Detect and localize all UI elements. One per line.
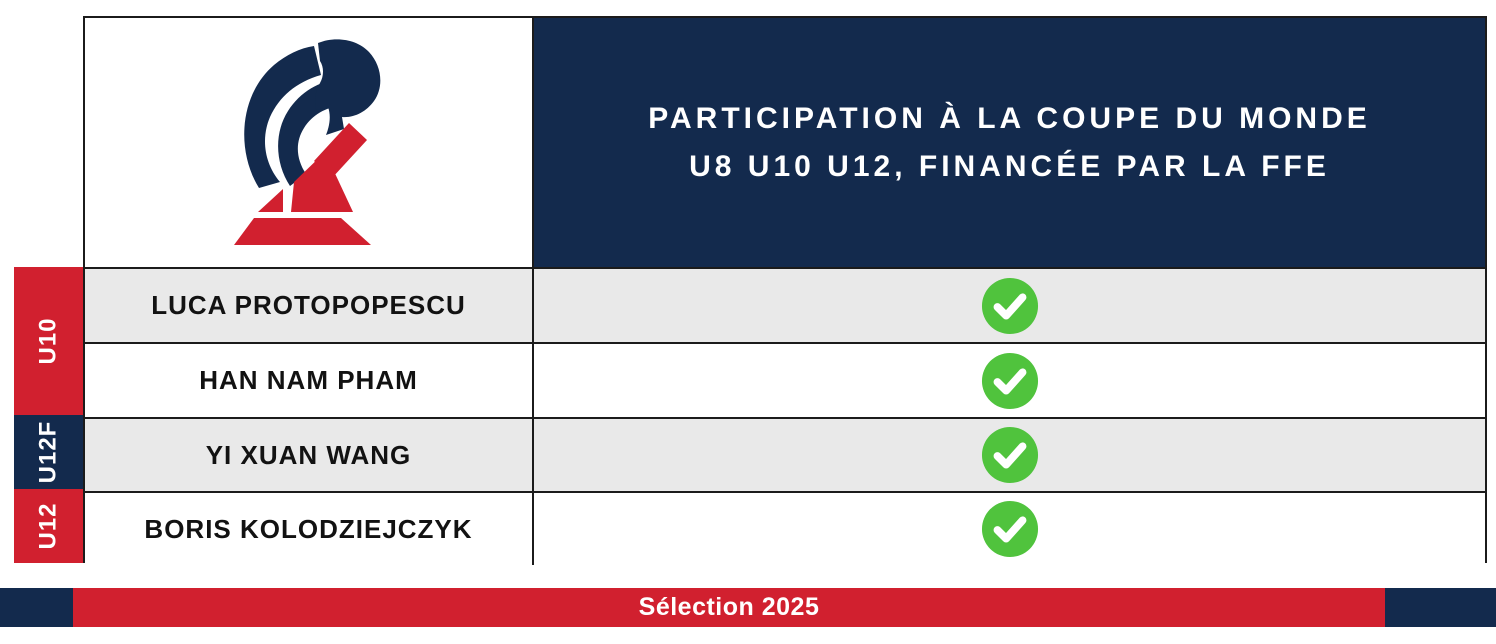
category-label: U10	[34, 317, 62, 365]
participation-cell	[532, 491, 1485, 565]
footer-accent-left	[0, 588, 73, 627]
title-line-2: U8 U10 U12, FINANCÉE PAR LA FFE	[689, 149, 1330, 183]
category-label: U12F	[34, 420, 62, 484]
title-line-1: PARTICIPATION À LA COUPE DU MONDE	[648, 101, 1371, 135]
participation-cell	[532, 342, 1485, 417]
player-name: HAN NAM PHAM	[85, 342, 532, 417]
check-icon	[981, 352, 1039, 410]
footer-accent-right	[1385, 588, 1496, 627]
player-name: YI XUAN WANG	[85, 417, 532, 491]
category-u10	[14, 267, 83, 415]
selection-table	[83, 16, 1487, 563]
ffe-chess-knight-logo	[234, 39, 384, 247]
category-sidebar	[14, 267, 83, 563]
player-name: LUCA PROTOPOPESCU	[85, 267, 532, 342]
footer-banner	[73, 588, 1385, 627]
player-name: BORIS KOLODZIEJCZYK	[85, 491, 532, 565]
footer-label: Sélection 2025	[638, 593, 820, 621]
footer-bar	[0, 588, 1496, 627]
table-title	[532, 18, 1485, 267]
participation-cell	[532, 417, 1485, 491]
participation-cell	[532, 267, 1485, 342]
category-u12f	[14, 415, 83, 489]
check-icon	[981, 277, 1039, 335]
category-u12	[14, 489, 83, 563]
logo-cell	[85, 18, 532, 267]
check-icon	[981, 426, 1039, 484]
category-label: U12	[34, 502, 62, 550]
check-icon	[981, 500, 1039, 558]
